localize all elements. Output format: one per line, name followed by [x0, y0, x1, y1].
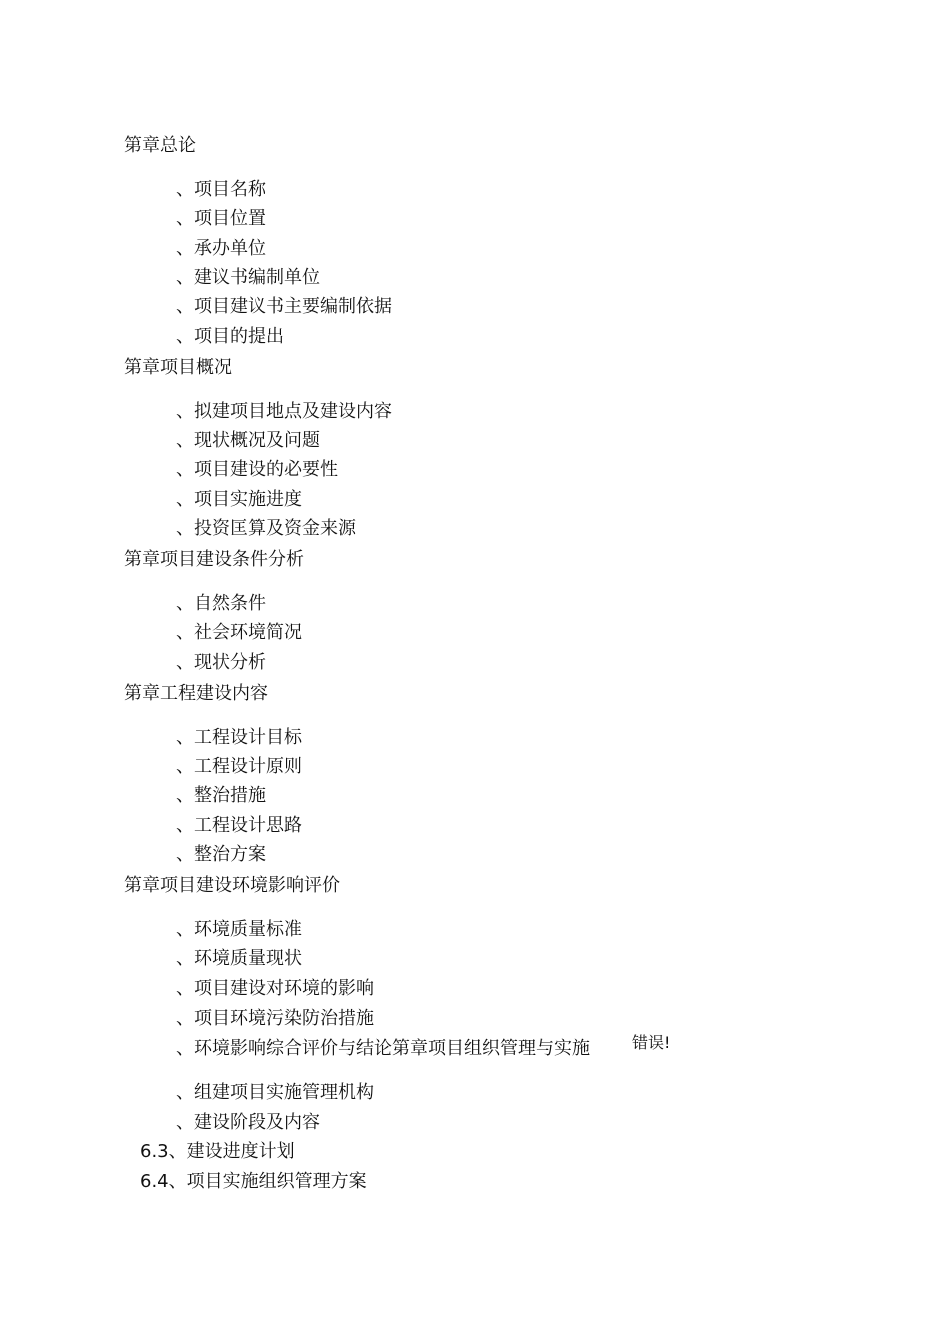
toc-item: 、自然条件: [176, 593, 266, 614]
toc-item: 、工程设计原则: [176, 756, 302, 777]
toc-item: 、工程设计目标: [176, 727, 302, 748]
toc-item: 、项目环境污染防治措施: [176, 1008, 374, 1029]
toc-item: 、承办单位: [176, 238, 266, 259]
toc-item: 、项目建议书主要编制依据: [176, 296, 392, 317]
toc-item: 、环境质量标准: [176, 919, 302, 940]
toc-item: 、项目的提出: [176, 326, 284, 347]
toc-item: 、拟建项目地点及建设内容: [176, 401, 392, 422]
toc-item: 、项目名称: [176, 179, 266, 200]
toc-item: 、项目建设的必要性: [176, 459, 338, 480]
toc-item: 、投资匡算及资金来源: [176, 518, 356, 539]
error-marker: 错误!: [632, 1033, 671, 1052]
toc-item: 、组建项目实施管理机构: [176, 1082, 374, 1103]
toc-item: 、现状概况及问题: [176, 430, 320, 451]
toc-item: 、项目实施进度: [176, 489, 302, 510]
toc-item: 、社会环境简况: [176, 622, 302, 643]
chapter-heading: 第章工程建设内容: [124, 683, 268, 704]
toc-item: 、项目位置: [176, 208, 266, 229]
toc-item-numbered: 6.4、项目实施组织管理方案: [140, 1171, 367, 1192]
toc-item: 、建议书编制单位: [176, 267, 320, 288]
toc-item-numbered: 6.3、建设进度计划: [140, 1141, 295, 1162]
chapter-heading: 第章项目建设环境影响评价: [124, 875, 340, 896]
toc-item: 、整治方案: [176, 844, 266, 865]
toc-item: 、建设阶段及内容: [176, 1112, 320, 1133]
toc-item: 、项目建设对环境的影响: [176, 978, 374, 999]
toc-item: 、环境影响综合评价与结论第章项目组织管理与实施: [176, 1038, 590, 1059]
toc-item: 、环境质量现状: [176, 948, 302, 969]
chapter-heading: 第章项目建设条件分析: [124, 549, 304, 570]
toc-item: 、工程设计思路: [176, 815, 302, 836]
chapter-heading: 第章项目概况: [124, 357, 232, 378]
toc-item: 、现状分析: [176, 652, 266, 673]
toc-item: 、整治措施: [176, 785, 266, 806]
chapter-heading: 第章总论: [124, 135, 196, 156]
